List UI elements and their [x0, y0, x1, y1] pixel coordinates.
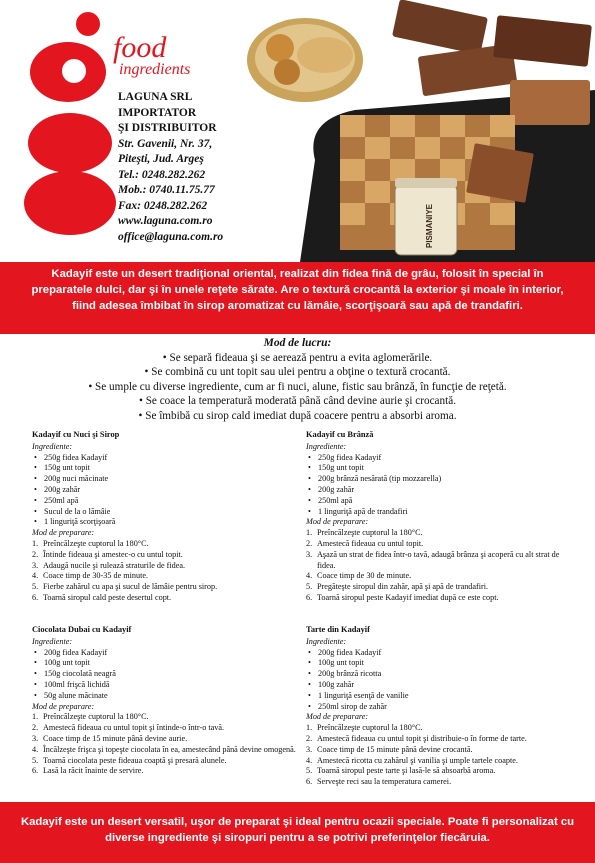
step-text: Pregăteşte siropul din zahăr, apă şi apă de trandafiri. — [317, 582, 489, 592]
ingredients-list — [306, 648, 576, 713]
method-step: • Se separă fideaua şi se aerează pentru a evita aglomerările. — [0, 351, 595, 366]
recipe-title: Tarte din Kadayif — [306, 625, 370, 634]
step-text: Amestecă fideaua cu untul topit şi întinde-o într-o tavă. — [43, 723, 225, 733]
step-text: Preîncălzeşte cuptorul la 180°C. — [43, 712, 149, 722]
ingredient-item: • 100g unt topit — [306, 658, 576, 669]
step-text: Amestecă ricotta cu zahărul şi vanilia şi umple tartele coapte. — [317, 755, 518, 765]
recipe-ciocolata-dubai — [32, 625, 302, 777]
method-list — [0, 351, 595, 424]
ingredients-label: Ingrediente: — [306, 441, 347, 451]
step-text: Fierbe zahărul cu apa şi sucul de lămâie pentru sirop. — [43, 582, 218, 592]
outro-banner — [0, 802, 595, 863]
ingredient-item: • 1 linguriţă scorţişoară — [32, 517, 302, 528]
intro-text: Kadayif este un desert tradiţional oriental, realizat din fidea fină de grâu, folosit în special în preparatele dulci, dar şi în unele reţete sărate. Are o textură crocantă la exterior şi moale în interior, fiind adesea îmbibat în sirop aromatizat cu lămâie, scorţişoară sau apă de trandafiri. — [31, 268, 564, 312]
outro-text: Kadayif este un desert versatil, uşor de preparat şi ideal pentru ocazii speciale. Poate fi personalizat cu diverse ingrediente şi siropuri pentru a se potrivi preferinţelor fiecăruia. — [20, 816, 575, 844]
ingredients-list — [32, 648, 302, 702]
ingredients-list — [306, 453, 576, 518]
step-item: 4. Coace timp de 30 de minute. — [306, 571, 412, 581]
ingredient-item: • 250g fidea Kadayif — [32, 453, 302, 464]
ingredient-item: • 200g fidea Kadayif — [32, 648, 302, 659]
jar-label: PISMANIYE — [425, 203, 434, 248]
step-text: Serveşte reci sau la temperatura camerei. — [317, 777, 452, 787]
company-mob: Mob.: 0740.11.75.77 — [118, 184, 215, 196]
ingredient-item: • 1 linguriţă esenţă de vanilie — [306, 691, 576, 702]
ingredient-item: • 250ml apă — [32, 496, 302, 507]
ingredient-item: • 200g zahăr — [32, 485, 302, 496]
ingredient-item: • 50g alune măcinate — [32, 691, 302, 702]
step-text: Toarnă siropul peste Kadayif imediat după ce este copt. — [317, 592, 499, 602]
step-text: Amestecă fideaua cu untul topit şi distribuie-o în forme de tarte. — [317, 733, 527, 743]
ingredients-label: Ingrediente: — [32, 636, 73, 646]
brand-name — [113, 33, 190, 78]
step-text: Coace timp de 15 minute până devine aurie. — [43, 733, 188, 743]
step-item: 4. Coace timp de 30-35 de minute. — [32, 571, 149, 581]
company-contact — [118, 90, 223, 245]
brand-line-1: food — [113, 31, 167, 64]
steps-label: Mod de preparare: — [306, 712, 369, 722]
recipe-title: Kadayif cu Nuci şi Sirop — [32, 430, 120, 439]
recipe-tarte — [306, 625, 576, 788]
ingredient-item: • 150g unt topit — [306, 463, 576, 474]
ingredient-item: • 200g brânză nesărată (tip mozzarella) — [306, 474, 576, 485]
company-street: Str. Gavenii, Nr. 37, — [118, 137, 213, 150]
recipe-branza — [306, 430, 576, 604]
ingredient-item: • 250g fidea Kadayif — [306, 453, 576, 464]
ingredient-item: • 100g unt topit — [32, 658, 302, 669]
company-web[interactable]: www.laguna.com.ro — [118, 215, 213, 227]
step-text: Coace timp de 30 de minute. — [317, 571, 412, 581]
company-email[interactable]: office@laguna.com.ro — [118, 230, 224, 243]
step-item: 6. Toarnă siropul peste Kadayif imediat după ce este copt. — [306, 592, 499, 602]
ingredient-item: • 150g ciocolată neagră — [32, 669, 302, 680]
method-step: • Se coace la temperatură moderată până când devine aurie şi crocantă. — [0, 394, 595, 409]
ingredients-label: Ingrediente: — [32, 441, 73, 451]
step-item: 2. Întinde fideaua şi amestec-o cu untul topit. — [32, 549, 183, 559]
steps-list — [32, 539, 302, 604]
step-item: 5. Pregăteşte siropul din zahăr, apă şi apă de trandafiri. — [306, 582, 489, 592]
method-section — [0, 336, 595, 424]
step-item: 5. Toarnă ciocolata peste fideaua coaptă şi presară alunele. — [32, 755, 227, 765]
ingredient-item: • 250ml apă — [306, 496, 576, 507]
step-text: Toarnă siropul cald peste desertul copt. — [43, 592, 172, 602]
step-text: Preîncălzeşte cuptorul la 180°C. — [317, 528, 423, 538]
method-step: • Se combină cu unt topit sau ulei pentru a obţine o textură crocantă. — [0, 365, 595, 380]
ingredient-item: • 250ml sirop de zahăr — [306, 702, 576, 713]
step-text: Aşază un strat de fidea într-o tavă, adaugă brânza şi acoperă cu alt strat de fidea. — [317, 549, 560, 570]
step-text: Preîncălzeşte cuptorul la 180°C. — [43, 538, 149, 548]
steps-label: Mod de preparare: — [32, 701, 95, 711]
step-item: 2. Amestecă fideaua cu untul topit şi distribuie-o în forme de tarte. — [306, 733, 527, 743]
step-text: Lasă la răcit înainte de servire. — [43, 766, 144, 776]
step-item: 4. Amestecă ricotta cu zahărul şi vanilia şi umple tartele coapte. — [306, 755, 518, 765]
step-text: Preîncălzeşte cuptorul la 180°C. — [317, 723, 423, 733]
company-fax: Fax: 0248.282.262 — [118, 199, 208, 212]
recipe-title: Kadayif cu Brânză — [306, 430, 374, 439]
method-title: Mod de lucru: — [263, 337, 332, 349]
steps-label: Mod de preparare: — [32, 528, 95, 538]
ingredient-item: • Sucul de la o lămâie — [32, 507, 302, 518]
step-item: 6. Lasă la răcit înainte de servire. — [32, 766, 144, 776]
step-text: Coace timp de 15 minute până devine crocantă. — [317, 744, 473, 754]
ingredient-item: • 100g zahăr — [306, 680, 576, 691]
step-text: Coace timp de 30-35 de minute. — [43, 571, 149, 581]
header — [0, 0, 595, 262]
method-step: • Se îmbibă cu sirop cald imediat după coacere pentru a absorbi aroma. — [0, 409, 595, 424]
step-item: 1. Preîncălzeşte cuptorul la 180°C. — [306, 723, 423, 733]
ingredient-item: • 100ml frişcă lichidă — [32, 680, 302, 691]
company-tel: Tel.: 0248.282.262 — [118, 168, 206, 181]
step-item: 3. Aşază un strat de fidea într-o tavă, adaugă brânza şi acoperă cu alt strat de fidea. — [306, 549, 560, 570]
ingredient-item: • 1 linguriţă apă de trandafiri — [306, 507, 576, 518]
step-item: 3. Coace timp de 15 minute până devine aurie. — [32, 733, 188, 743]
recipe-title: Ciocolata Dubai cu Kadayif — [32, 625, 132, 634]
company-role-2: ŞI DISTRIBUITOR — [118, 122, 217, 134]
step-item: 6. Toarnă siropul cald peste desertul copt. — [32, 592, 172, 602]
step-text: Încălzeşte frişca şi topeşte ciocolata în ea, amestecând până devine omogenă. — [43, 744, 296, 754]
steps-list — [32, 712, 302, 777]
step-item: 4. Încălzeşte frişca şi topeşte ciocolata în ea, amestecând până devine omogenă. — [32, 744, 296, 754]
brand-line-2: ingredients — [119, 61, 191, 78]
steps-list — [306, 723, 576, 788]
steps-label: Mod de preparare: — [306, 517, 369, 527]
food-ingredients-logo — [20, 8, 120, 238]
company-name: LAGUNA SRL — [118, 91, 193, 103]
recipe-nuci-sirop — [32, 430, 302, 604]
step-item: 5. Toarnă siropul peste tarte şi lasă-le să absoarbă aroma. — [306, 766, 496, 776]
step-text: Toarnă ciocolata peste fideaua coaptă şi presară alunele. — [43, 755, 227, 765]
method-step: • Se umple cu diverse ingrediente, cum ar fi nuci, alune, fistic sau brânză, în funcţie de reţetă. — [0, 380, 595, 395]
ingredient-item: • 200g zahăr — [306, 485, 576, 496]
step-item: 5. Fierbe zahărul cu apa şi sucul de lămâie pentru sirop. — [32, 582, 218, 592]
ingredients-list — [32, 453, 302, 529]
ingredient-item: • 200g fidea Kadayif — [306, 648, 576, 659]
step-text: Toarnă siropul peste tarte şi lasă-le să absoarbă aroma. — [317, 766, 496, 776]
company-city: Piteşti, Jud. Argeş — [118, 153, 204, 165]
step-item: 1. Preîncălzeşte cuptorul la 180°C. — [306, 528, 423, 538]
step-text: Amestecă fideaua cu untul topit. — [317, 538, 424, 548]
step-text: Adaugă nucile şi rulează straturile de fidea. — [43, 560, 186, 570]
step-item: 2. Amestecă fideaua cu untul topit şi întinde-o într-o tavă. — [32, 723, 225, 733]
step-item: 2. Amestecă fideaua cu untul topit. — [306, 538, 424, 548]
ingredients-label: Ingrediente: — [306, 636, 347, 646]
company-role-1: IMPORTATOR — [118, 106, 197, 119]
step-item: 3. Adaugă nucile şi rulează straturile de fidea. — [32, 560, 186, 570]
step-item: 1. Preîncălzeşte cuptorul la 180°C. — [32, 538, 149, 548]
ingredient-item: • 200g nuci măcinate — [32, 474, 302, 485]
step-item: 1. Preîncălzeşte cuptorul la 180°C. — [32, 712, 149, 722]
step-item: 3. Coace timp de 15 minute până devine crocantă. — [306, 744, 473, 754]
steps-list — [306, 528, 576, 604]
step-text: Întinde fideaua şi amestec-o cu untul topit. — [43, 549, 183, 559]
intro-banner — [0, 262, 595, 334]
step-item: 6. Serveşte reci sau la temperatura camerei. — [306, 777, 452, 787]
ingredient-item: • 150g unt topit — [32, 463, 302, 474]
product-photo — [245, 0, 595, 262]
ingredient-item: • 200g brânză ricotta — [306, 669, 576, 680]
